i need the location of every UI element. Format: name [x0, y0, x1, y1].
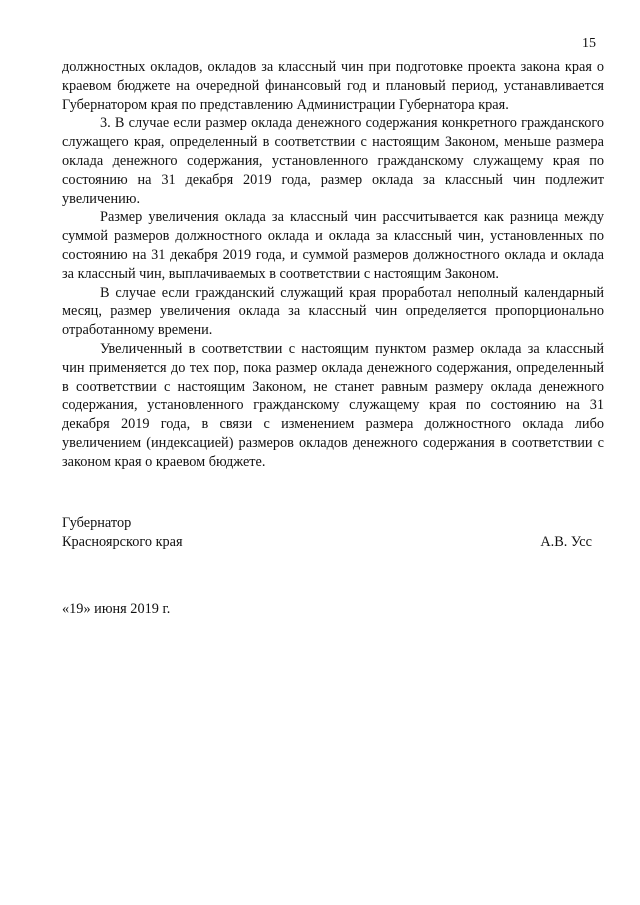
signatory-name: А.В. Усс	[540, 533, 592, 550]
paragraph-increased-salary-duration: Увеличенный в соответствии с настоящим пунктом размер оклада за классный чин применяется до тех пор, пока размер оклада денежного содержания, определенный в соответствии с настоящим Законом, не станет равным размеру оклада денежного содержания, установленного гражданскому служащему края по состоянию на 31 декабря 2019 года, в связи с изменением размера должностного оклада либо увеличением (индексацией) размеров окладов денежного содержания в соответствии с законом края о краевом бюджете.	[62, 340, 604, 470]
signatory-line	[62, 533, 592, 552]
paragraph-partial-month: В случае если гражданский служащий края проработал неполный календарный месяц, размер увеличения оклада за классный чин определяется пропорционально отработанному времени.	[62, 284, 604, 339]
signatory-title-line2: Красноярского края	[62, 533, 183, 550]
page-number: 15	[582, 36, 596, 51]
document-date: «19» июня 2019 г.	[62, 601, 171, 617]
paragraph-clause-3: 3. В случае если размер оклада денежного содержания конкретного гражданского служащего края, определенный в соответствии с настоящим Законом, меньше размера оклада денежного содержания, установленного гражданскому служащему края по состоянию на 31 декабря 2019 года, размер оклада за классный чин подлежит увеличению.	[62, 115, 604, 207]
signature-block	[62, 514, 592, 552]
law-text-body	[62, 58, 604, 472]
paragraph-continuation: должностных окладов, окладов за классный чин при подготовке проекта закона края о краевом бюджете на очередной финансовый год и плановый период, устанавливается Губернатором края по представлению Администрации Губернатора края.	[62, 59, 604, 113]
paragraph-increase-amount: Размер увеличения оклада за классный чин рассчитывается как разница между суммой размеров должностного оклада и оклада за классный чин, установленных по состоянию на 31 декабря 2019 года, и суммой размеров должностного оклада и оклада за классный чин, выплачиваемых в соответствии с настоящим Законом.	[62, 209, 604, 282]
signatory-title-line1: Губернатор	[62, 515, 132, 531]
